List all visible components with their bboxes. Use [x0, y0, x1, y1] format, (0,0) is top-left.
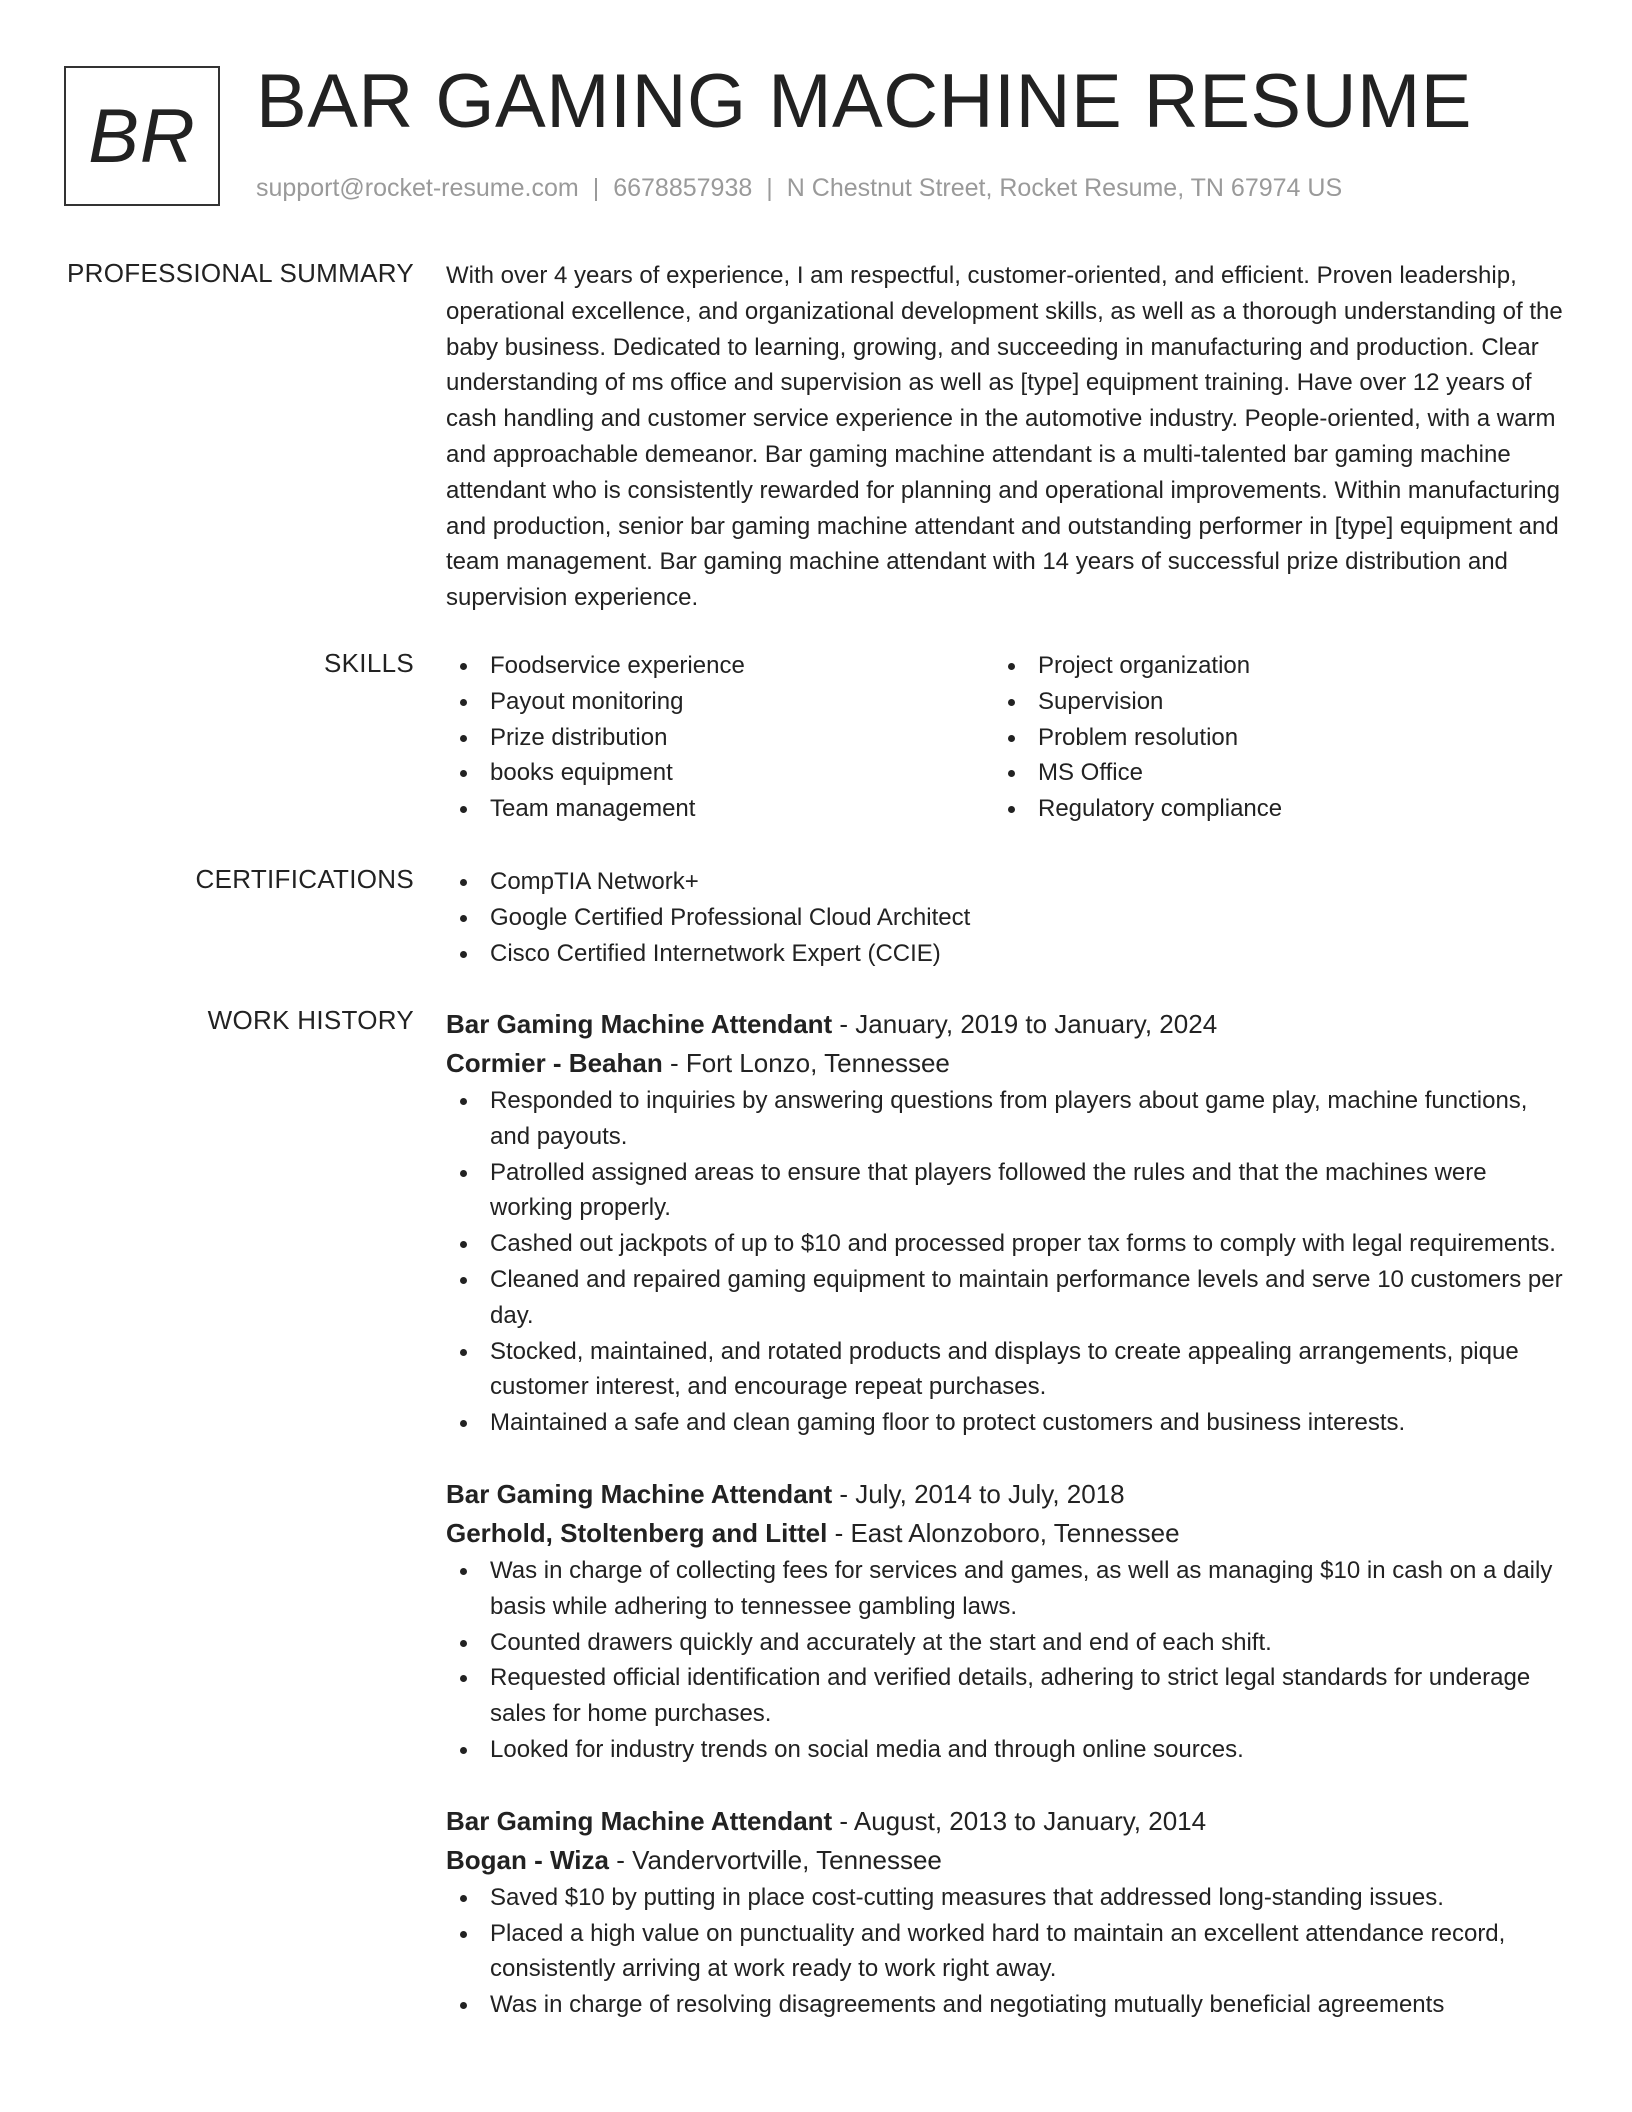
job-company-line	[446, 1841, 1564, 1880]
skills-list-left	[446, 648, 994, 827]
job-bullet: Placed a high value on punctuality and worked hard to maintain an excellent attendance record, consistently arriving at work ready to work right away.	[446, 1916, 1564, 1988]
skill-item: Payout monitoring	[446, 684, 994, 720]
summary-body	[446, 258, 1564, 616]
job-title: Bar Gaming Machine Attendant	[446, 1009, 833, 1039]
job-entry	[446, 1475, 1564, 1768]
skill-item: MS Office	[994, 755, 1542, 791]
job-entry	[446, 1005, 1564, 1441]
skills-grid	[446, 648, 1564, 827]
contact-address: N Chestnut Street, Rocket Resume, TN 67974 US	[786, 174, 1343, 202]
work-history-heading: WORK HISTORY	[207, 1005, 414, 1035]
job-bullet: Counted drawers quickly and accurately at the start and end of each shift.	[446, 1625, 1564, 1661]
work-history-body	[446, 1005, 1564, 2023]
job-bullet: Was in charge of resolving disagreements and negotiating mutually beneficial agreements	[446, 1987, 1564, 2023]
job-bullet: Looked for industry trends on social media and through online sources.	[446, 1732, 1564, 1768]
job-bullets	[446, 1083, 1564, 1441]
job-bullet: Responded to inquiries by answering questions from players about game play, machine functions, and payouts.	[446, 1083, 1564, 1155]
job-bullet: Maintained a safe and clean gaming floor to protect customers and business interests.	[446, 1405, 1564, 1441]
contact-separator: |	[766, 174, 773, 202]
skill-item: Team management	[446, 791, 994, 827]
certifications-body	[446, 864, 1564, 971]
job-bullet: Saved $10 by putting in place cost-cutting measures that addressed long-standing issues.	[446, 1880, 1564, 1916]
summary-text: With over 4 years of experience, I am respectful, customer-oriented, and efficient. Proven leadership, operational excellence, and organizational development skills, as well as a thorough understanding of the baby business. Dedicated to learning, growing, and succeeding in manufacturing and production. Clear understanding of ms office and supervision as well as [type] equipment training. Have over 12 years of cash handling and customer service experience in the automotive industry. People-oriented, with a warm and approachable demeanor. Bar gaming machine attendant is a multi-talented bar gaming machine attendant who is consistently rewarded for planning and operational improvements. Within manufacturing and production, senior bar gaming machine attendant and outstanding performer in [type] equipment and team management. Bar gaming machine attendant with 14 years of successful prize distribution and supervision experience.	[446, 262, 1563, 612]
job-company: Bogan - Wiza	[446, 1844, 609, 1875]
job-bullet: Patrolled assigned areas to ensure that players followed the rules and that the machines were working properly.	[446, 1155, 1564, 1227]
job-company: Gerhold, Stoltenberg and Littel	[446, 1517, 828, 1548]
job-dates: - January, 2019 to January, 2024	[832, 1009, 1218, 1039]
resume-title: BAR GAMING MACHINE RESUME	[256, 59, 1472, 144]
job-title: Bar Gaming Machine Attendant	[446, 1478, 833, 1509]
summary-heading: PROFESSIONAL SUMMARY	[67, 258, 414, 288]
skill-item: Foodservice experience	[446, 648, 994, 684]
skill-item: Supervision	[994, 684, 1542, 720]
contact-email[interactable]: support@rocket-resume.com	[256, 174, 579, 202]
contact-phone[interactable]: 6678857938	[613, 174, 753, 202]
job-bullet: Cashed out jackpots of up to $10 and processed proper tax forms to comply with legal requirements.	[446, 1226, 1564, 1262]
contact-separator: |	[592, 174, 600, 202]
skills-list-right	[994, 648, 1542, 827]
skill-item: Problem resolution	[994, 720, 1542, 756]
certifications-heading: CERTIFICATIONS	[195, 864, 414, 894]
skills-column-right	[994, 648, 1542, 827]
job-title-line	[446, 1005, 1564, 1044]
job-bullet: Stocked, maintained, and rotated products and displays to create appealing arrangements, pique customer interest, and encourage repeat purchases.	[446, 1334, 1564, 1406]
job-company: Cormier - Beahan	[446, 1048, 663, 1078]
contact-line	[256, 174, 1342, 203]
job-location: - Fort Lonzo, Tennessee	[662, 1048, 950, 1078]
monogram: BR	[64, 66, 220, 206]
job-location: - East Alonzoboro, Tennessee	[827, 1517, 1180, 1548]
job-title-line	[446, 1475, 1564, 1514]
job-dates: - August, 2013 to January, 2014	[832, 1805, 1207, 1836]
job-entry	[446, 1802, 1564, 2023]
job-location: - Vandervortville, Tennessee	[608, 1844, 942, 1875]
job-title: Bar Gaming Machine Attendant	[446, 1805, 833, 1836]
skill-item: Project organization	[994, 648, 1542, 684]
job-company-line	[446, 1514, 1564, 1553]
job-bullets	[446, 1880, 1564, 2023]
skill-item: Prize distribution	[446, 720, 994, 756]
certification-item: Cisco Certified Internetwork Expert (CCIE)	[446, 936, 1564, 972]
certification-item: CompTIA Network+	[446, 864, 1564, 900]
job-dates: - July, 2014 to July, 2018	[832, 1478, 1125, 1509]
skills-heading: SKILLS	[324, 648, 414, 678]
job-title-line	[446, 1802, 1564, 1841]
job-bullet: Was in charge of collecting fees for services and games, as well as managing $10 in cash on a daily basis while adhering to tennessee gambling laws.	[446, 1553, 1564, 1625]
job-bullet: Requested official identification and verified details, adhering to strict legal standards for underage sales for home purchases.	[446, 1660, 1564, 1732]
skill-item: books equipment	[446, 755, 994, 791]
job-bullets	[446, 1553, 1564, 1768]
job-company-line	[446, 1044, 1564, 1083]
certifications-list	[446, 864, 1564, 971]
skill-item: Regulatory compliance	[994, 791, 1542, 827]
job-bullet: Cleaned and repaired gaming equipment to maintain performance levels and serve 10 customers per day.	[446, 1262, 1564, 1334]
skills-column-left	[446, 648, 994, 827]
certification-item: Google Certified Professional Cloud Architect	[446, 900, 1564, 936]
